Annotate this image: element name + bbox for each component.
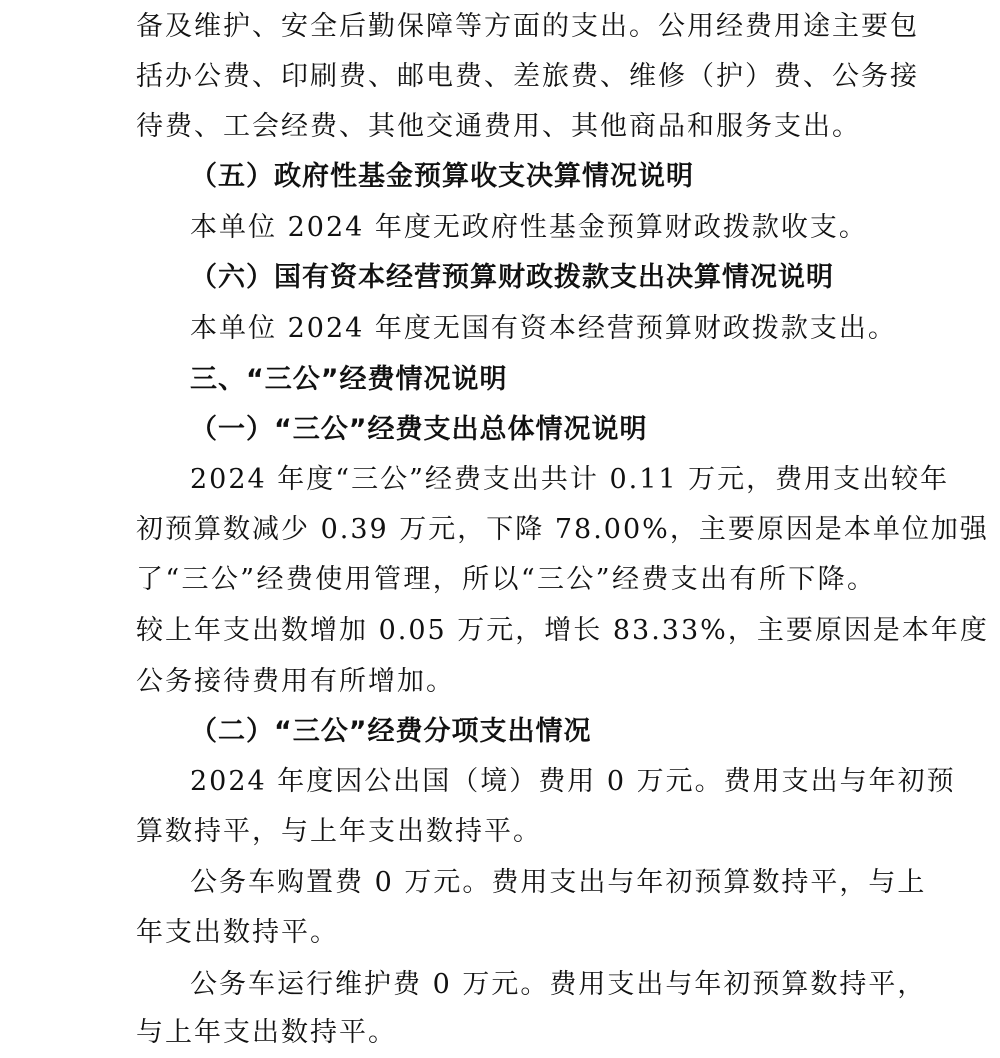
- body-text-line: 与上年支出数持平。: [136, 1017, 397, 1048]
- body-text-line: 括办公费、印刷费、邮电费、差旅费、维修（护）费、公务接: [136, 61, 919, 92]
- body-text-line: 2024 年度因公出国（境）费用 0 万元。费用支出与年初预: [190, 766, 956, 797]
- section-heading: （五）政府性基金预算收支决算情况说明: [190, 161, 694, 192]
- body-text-line: 年支出数持平。: [136, 917, 339, 948]
- body-text-line: 备及维护、安全后勤保障等方面的支出。公用经费用途主要包: [136, 11, 919, 42]
- section-heading: （六）国有资本经营预算财政拨款支出决算情况说明: [190, 262, 834, 293]
- body-text-line: 本单位 2024 年度无国有资本经营预算财政拨款支出。: [190, 313, 897, 344]
- section-heading: （一）“三公”经费支出总体情况说明: [190, 414, 648, 445]
- chapter-heading: 三、“三公”经费情况说明: [190, 364, 508, 395]
- body-text-line: 本单位 2024 年度无政府性基金预算财政拨款收支。: [190, 212, 868, 243]
- body-text-line: 算数持平，与上年支出数持平。: [136, 816, 542, 847]
- section-heading: （二）“三公”经费分项支出情况: [190, 716, 592, 747]
- body-text-line: 初预算数减少 0.39 万元，下降 78.00%，主要原因是本单位加强: [136, 514, 989, 545]
- body-text-line: 公务接待费用有所增加。: [136, 666, 455, 697]
- body-text-line: 待费、工会经费、其他交通费用、其他商品和服务支出。: [136, 111, 861, 142]
- body-text-line: 公务车运行维护费 0 万元。费用支出与年初预算数持平，: [190, 969, 927, 1000]
- body-text-line: 较上年支出数增加 0.05 万元，增长 83.33%，主要原因是本年度: [136, 615, 989, 646]
- body-text-line: 公务车购置费 0 万元。费用支出与年初预算数持平，与上: [190, 867, 927, 898]
- body-text-line: 了“三公”经费使用管理，所以“三公”经费支出有所下降。: [136, 564, 876, 595]
- body-text-line: 2024 年度“三公”经费支出共计 0.11 万元，费用支出较年: [190, 464, 950, 495]
